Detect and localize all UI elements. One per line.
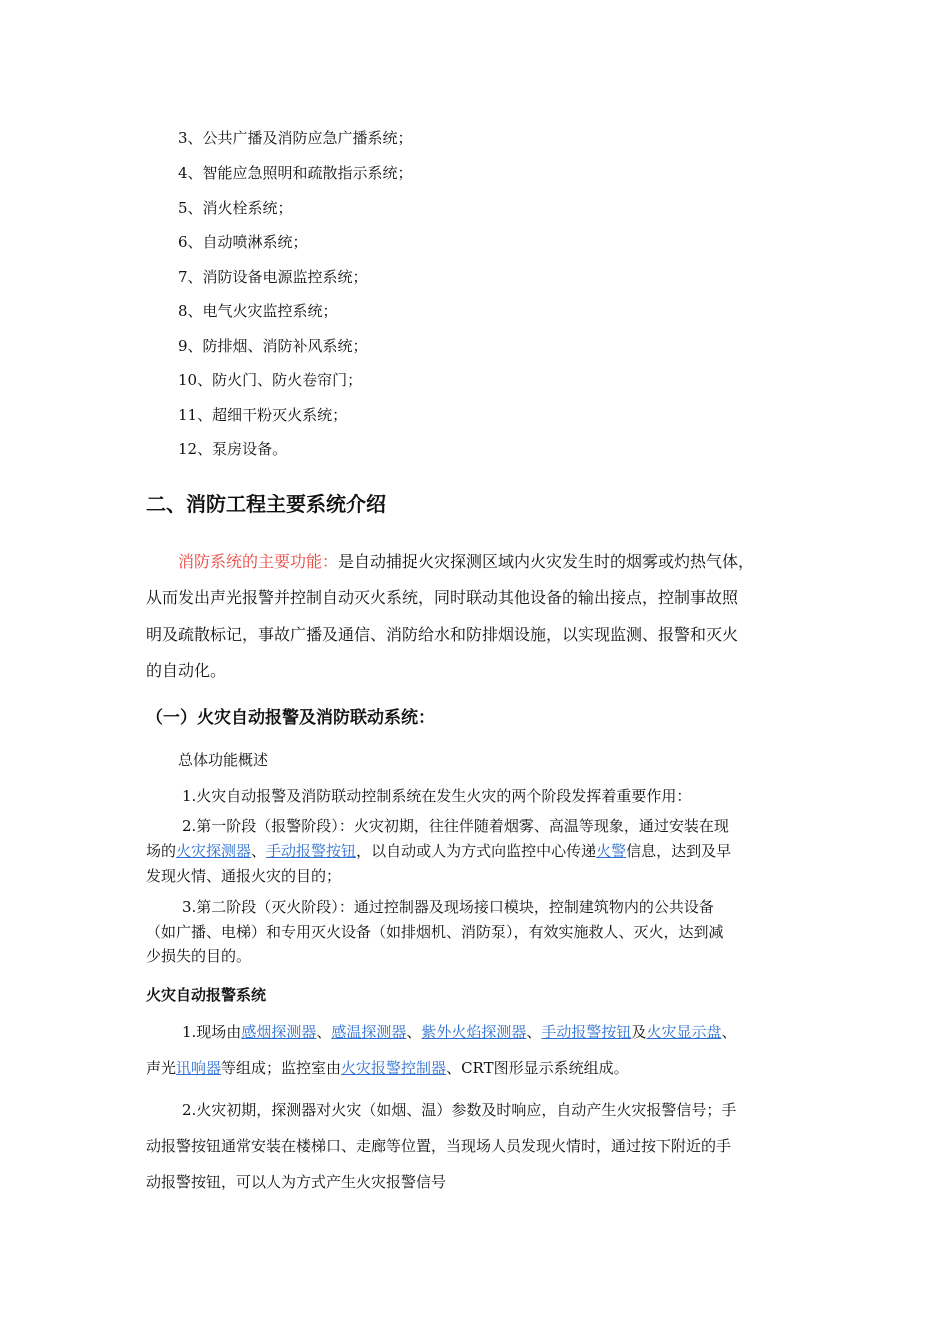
intro-highlight-label: 消防系统的主要功能： (178, 552, 339, 571)
paragraph-line: 动报警按钮，可以人为方式产生火灾报警信号 (146, 1173, 447, 1191)
list-item: 4、智能应急照明和疏散指示系统； (178, 164, 413, 182)
paragraph-line (146, 841, 731, 861)
list-item: 6、自动喷淋系统； (178, 233, 308, 251)
text-run: 场的 (146, 842, 177, 860)
text-run: 等组成；监控室由 (221, 1059, 342, 1077)
list-item: 8、电气火灾监控系统； (178, 302, 338, 320)
paragraph-line: 发现火情、通报火灾的目的； (146, 867, 342, 885)
intro-text: 是自动捕捉火灾探测区域内火灾发生时的烟雾或灼热气体， (338, 552, 755, 571)
overview-label: 总体功能概述 (178, 751, 269, 769)
text-run: 、 (316, 1023, 332, 1041)
heat-detector-link[interactable]: 感温探测器 (331, 1023, 407, 1041)
fire-display-panel-link[interactable]: 火灾显示盘 (646, 1023, 722, 1041)
list-item: 7、消防设备电源监控系统； (178, 268, 368, 286)
paragraph-line (146, 1058, 629, 1078)
paragraph-line (182, 1022, 736, 1042)
intro-paragraph-line: 明及疏散标记，事故广播及通信、消防给水和防排烟设施，以实现监测、报警和灭火 (146, 625, 739, 644)
intro-paragraph-line: 的自动化。 (146, 661, 227, 680)
list-item: 10、防火门、防火卷帘门； (178, 371, 363, 389)
text-run: 1.现场由 (182, 1023, 242, 1041)
intro-paragraph-line: 从而发出声光报警并控制自动灭火系统，同时联动其他设备的输出接点，控制事故照 (146, 588, 739, 607)
list-item: 5、消火栓系统； (178, 199, 293, 217)
list-item: 12、泵房设备。 (178, 440, 288, 458)
list-item: 11、超细干粉灭火系统； (178, 406, 348, 424)
paragraph-line: 动报警按钮通常安装在楼梯口、走廊等位置，当现场人员发现火情时，通过按下附近的手 (146, 1137, 732, 1155)
paragraph-line: 2.第一阶段（报警阶段）：火灾初期，往往伴随着烟雾、高温等现象，通过安装在现 (182, 817, 729, 835)
sounder-link[interactable]: 讯响器 (176, 1059, 222, 1077)
manual-alarm-button-link[interactable]: 手动报警按钮 (266, 842, 357, 860)
alarm-system-heading: 火灾自动报警系统 (146, 986, 267, 1004)
text-run: 、 (526, 1023, 542, 1041)
text-run: 、 (251, 842, 267, 860)
subsection-heading: （一）火灾自动报警及消防联动系统： (146, 708, 435, 728)
text-run: 及 (631, 1023, 647, 1041)
paragraph-line: 1.火灾自动报警及消防联动控制系统在发生火灾的两个阶段发挥着重要作用： (182, 787, 692, 805)
text-run: 、 (721, 1023, 737, 1041)
paragraph-line: （如广播、电梯）和专用灭火设备（如排烟机、消防泵），有效实施救人、灭火，达到减 (146, 923, 724, 941)
section-heading: 二、消防工程主要系统介绍 (146, 492, 386, 516)
uv-flame-detector-link[interactable]: 紫外火焰探测器 (421, 1023, 527, 1041)
text-run: 、 (406, 1023, 422, 1041)
manual-alarm-button-link[interactable]: 手动报警按钮 (541, 1023, 632, 1041)
paragraph-line: 3.第二阶段（灭火阶段）：通过控制器及现场接口模块，控制建筑物内的公共设备 (182, 898, 714, 916)
smoke-detector-link[interactable]: 感烟探测器 (241, 1023, 317, 1041)
list-item: 3、公共广播及消防应急广播系统； (178, 129, 413, 147)
paragraph-line: 2.火灾初期，探测器对火灾（如烟、温）参数及时响应，自动产生火灾报警信号；手 (182, 1101, 737, 1119)
fire-alarm-controller-link[interactable]: 火灾报警控制器 (341, 1059, 447, 1077)
fire-alarm-link[interactable]: 火警 (596, 842, 627, 860)
fire-detector-link[interactable]: 火灾探测器 (176, 842, 252, 860)
paragraph-line: 少损失的目的。 (146, 947, 252, 965)
text-run: ，以自动或人为方式向监控中心传递 (356, 842, 597, 860)
text-run: 、CRT图形显示系统组成。 (446, 1059, 629, 1077)
list-item: 9、防排烟、消防补风系统； (178, 337, 368, 355)
text-run: 信息，达到及早 (626, 842, 732, 860)
text-run: 声光 (146, 1059, 177, 1077)
intro-paragraph-line (178, 552, 754, 572)
